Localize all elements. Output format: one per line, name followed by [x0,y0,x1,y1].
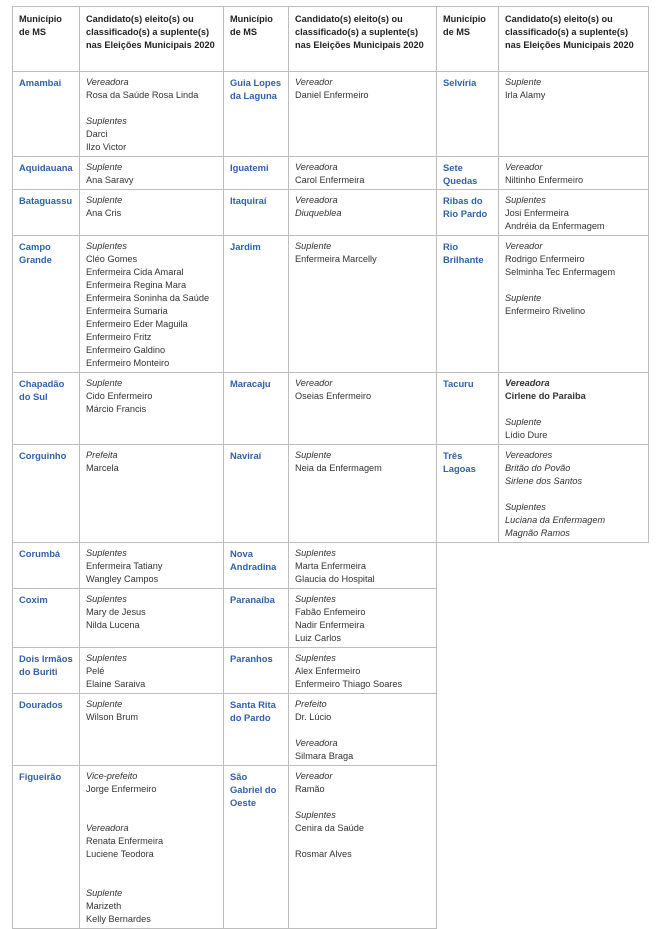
role-label: Suplente [86,699,123,709]
candidate-line: Fabão Enfemeiro [295,607,366,617]
header-candidatos: Candidato(s) eleito(s) ou classificado(s) a suplente(s) nas Eleições Municipais 2020 [499,7,649,72]
candidates-cell [289,445,437,543]
candidates-cell [499,236,649,373]
candidates-cell [80,373,224,445]
candidates-cell [80,648,224,694]
role-label: Vereador [505,162,543,172]
candidate-line: Suplente [505,417,542,427]
role-label: Suplente [86,162,123,172]
role-label: Suplentes [295,548,336,558]
candidate-line: Kelly Bernardes [86,914,151,924]
role-label: Suplentes [86,594,127,604]
candidate-line: Luciene Teodora [86,849,154,859]
candidate-line: Suplentes [86,116,127,126]
role-label: Suplente [295,450,332,460]
candidate-line: Enfermeiro Fritz [86,332,152,342]
election-results-table [12,6,649,929]
candidate-line: Pelé [86,666,105,676]
table-row [13,190,649,236]
candidates-cell [80,236,224,373]
candidate-line: Ana Cris [86,208,122,218]
role-label: Vereadora [295,195,338,205]
municipio-name: Paranaíba [224,589,289,648]
candidate-line: Enfermeira Soninha da Saúde [86,293,210,303]
candidate-line: Renata Enfermeira [86,836,164,846]
spacer [86,809,217,822]
role-label: Suplentes [86,241,127,251]
candidates-cell [499,157,649,190]
role-label: Vereador [295,77,333,87]
role-label: Suplentes [86,653,127,663]
municipio-name: Amambai [13,72,80,157]
candidate-line: Enfermeira Tatiany [86,561,163,571]
spacer [295,835,430,848]
municipio-name: São Gabriel do Oeste [224,766,289,929]
candidates-cell [80,766,224,929]
candidates-cell [80,589,224,648]
candidates-cell [289,766,437,929]
candidate-line: Cirlene do Paraiba [505,391,586,401]
spacer [505,403,642,416]
candidate-line: Rosa da Saúde Rosa Linda [86,90,199,100]
candidate-line: Alex Enfermeiro [295,666,361,676]
candidates-cell [80,190,224,236]
candidate-line: Darci [86,129,108,139]
role-label: Suplente [505,77,542,87]
table-row [13,766,649,929]
municipio-name: Dois Irmãos do Buriti [13,648,80,694]
candidate-line: Suplente [505,293,542,303]
candidate-line: Sirlene dos Santos [505,476,583,486]
candidates-cell [289,648,437,694]
candidate-line: Carol Enfermeira [295,175,365,185]
spacer [86,861,217,874]
candidate-line: Jorge Enfermeiro [86,784,157,794]
empty-cell [437,589,649,648]
spacer [86,874,217,887]
municipio-name: Sete Quedas [437,157,499,190]
candidate-line: Cléo Gomes [86,254,138,264]
table-row [13,589,649,648]
candidate-line: Enfermeiro Thiago Soares [295,679,403,689]
candidate-line: Magnão Ramos [505,528,570,538]
municipio-name: Coxim [13,589,80,648]
table-row [13,236,649,373]
candidate-line: Neia da Enfermagem [295,463,382,473]
candidates-cell [289,157,437,190]
candidate-line: Enfermeiro Monteiro [86,358,170,368]
role-label: Suplente [295,241,332,251]
empty-cell [437,648,649,694]
candidate-line: Marcela [86,463,119,473]
candidate-line: Britão do Povão [505,463,571,473]
role-label: Suplentes [505,195,546,205]
header-row [13,7,649,72]
candidate-line: Luiz Carlos [295,633,341,643]
municipio-name: Corumbá [13,543,80,589]
candidate-line: Suplentes [295,810,336,820]
municipio-name: Aquidauana [13,157,80,190]
municipio-name: Guia Lopes da Laguna [224,72,289,157]
candidate-line: Nadir Enfermeira [295,620,365,630]
spacer [295,724,430,737]
candidate-line: Elaine Saraiva [86,679,146,689]
header-municipio: Município de MS [224,7,289,72]
municipio-name: Jardim [224,236,289,373]
candidate-line: Márcio Francis [86,404,147,414]
candidate-line: Ilzo Victor [86,142,127,152]
candidate-line: Rodrigo Enfermeiro [505,254,585,264]
candidate-line: Wangley Campos [86,574,159,584]
candidate-line: Enfermeira Cida Amaral [86,267,184,277]
candidate-line: Nilda Lucena [86,620,140,630]
candidate-line: Selminha Tec Enfermagem [505,267,616,277]
role-label: Suplente [86,195,123,205]
role-label: Suplentes [295,653,336,663]
table-row [13,445,649,543]
candidate-line: Rosmar Alves [295,849,352,859]
role-label: Vereadora [86,77,129,87]
empty-cell [437,694,649,766]
municipio-name: Rio Brilhante [437,236,499,373]
candidate-line: Suplentes [505,502,546,512]
candidates-cell [289,694,437,766]
municipio-name: Figueirão [13,766,80,929]
municipio-name: Ribas do Rio Pardo [437,190,499,236]
municipio-name: Nova Andradina [224,543,289,589]
candidate-line: Enfermeira Regina Mara [86,280,187,290]
role-label: Prefeito [295,699,327,709]
empty-cell [437,543,649,589]
municipio-name: Santa Rita do Pardo [224,694,289,766]
candidate-line: Luciana da Enfermagem [505,515,606,525]
municipio-name: Dourados [13,694,80,766]
candidate-line: Suplente [86,888,123,898]
role-label: Vereadora [295,162,338,172]
table-row [13,72,649,157]
role-label: Vereadores [505,450,553,460]
municipio-name: Naviraí [224,445,289,543]
spacer [295,796,430,809]
municipio-name: Maracaju [224,373,289,445]
table-row [13,373,649,445]
candidate-line: Andréia da Enfermagem [505,221,605,231]
role-label: Suplentes [86,548,127,558]
candidate-line: Cenira da Saúde [295,823,364,833]
header-candidatos: Candidato(s) eleito(s) ou classificado(s) a suplente(s) nas Eleições Municipais 2020 [289,7,437,72]
table-row [13,157,649,190]
candidates-cell [499,72,649,157]
candidate-line: Enfermeira Sumaria [86,306,168,316]
table-row [13,543,649,589]
candidate-line: Enfermeiro Galdino [86,345,166,355]
candidate-line: Niltinho Enfermeiro [505,175,584,185]
municipio-name: Bataguassu [13,190,80,236]
header-municipio: Município de MS [437,7,499,72]
table-row [13,648,649,694]
candidates-cell [289,589,437,648]
candidate-line: Ramão [295,784,325,794]
candidate-line: Vereadora [295,738,338,748]
candidates-cell [499,373,649,445]
role-label: Vereador [295,771,333,781]
candidate-line: Enfermeiro Rivelino [505,306,586,316]
candidate-line: Silmara Braga [295,751,354,761]
candidates-cell [80,157,224,190]
candidates-cell [289,373,437,445]
candidates-cell [289,236,437,373]
candidate-line: Daniel Enfermeiro [295,90,369,100]
role-label: Vice-prefeito [86,771,138,781]
candidate-line: Irla Alamy [505,90,546,100]
candidates-cell [289,543,437,589]
header-candidatos: Candidato(s) eleito(s) ou classificado(s) a suplente(s) nas Eleições Municipais 2020 [80,7,224,72]
spacer [86,102,217,115]
municipio-name: Tacuru [437,373,499,445]
candidates-cell [499,190,649,236]
candidates-cell [289,72,437,157]
candidates-cell [80,72,224,157]
role-label: Prefeita [86,450,118,460]
spacer [86,796,217,809]
municipio-name: Paranhos [224,648,289,694]
candidate-line: Cido Enfermeiro [86,391,153,401]
spacer [505,279,642,292]
municipio-name: Campo Grande [13,236,80,373]
candidate-line: Wilson Brum [86,712,139,722]
header-municipio: Município de MS [13,7,80,72]
table-body [13,72,649,929]
candidate-line: Mary de Jesus [86,607,146,617]
candidate-line: Vereadora [86,823,129,833]
municipio-name: Três Lagoas [437,445,499,543]
role-label: Vereadora [505,378,550,388]
empty-cell [437,766,649,929]
candidate-line: Diuqueblea [295,208,342,218]
municipio-name: Selvíria [437,72,499,157]
candidate-line: Marta Enfermeira [295,561,366,571]
candidate-line: Glaucia do Hospital [295,574,375,584]
role-label: Suplente [86,378,123,388]
candidates-cell [80,543,224,589]
candidate-line: Enfermeira Marcelly [295,254,377,264]
spacer [505,488,642,501]
municipio-name: Corguinho [13,445,80,543]
candidate-line: Lídio Dure [505,430,548,440]
role-label: Suplentes [295,594,336,604]
municipio-name: Iguatemi [224,157,289,190]
candidate-line: Oseias Enfermeiro [295,391,372,401]
table-row [13,694,649,766]
candidates-cell [80,445,224,543]
candidate-line: Dr. Lúcio [295,712,332,722]
candidates-cell [80,694,224,766]
candidate-line: Josi Enfermeira [505,208,569,218]
role-label: Vereador [295,378,333,388]
municipio-name: Chapadão do Sul [13,373,80,445]
candidates-cell [499,445,649,543]
candidate-line: Enfermeiro Eder Maguila [86,319,188,329]
municipio-name: Itaquiraí [224,190,289,236]
candidate-line: Ana Saravy [86,175,134,185]
role-label: Vereador [505,241,543,251]
candidate-line: Marizeth [86,901,122,911]
candidates-cell [289,190,437,236]
